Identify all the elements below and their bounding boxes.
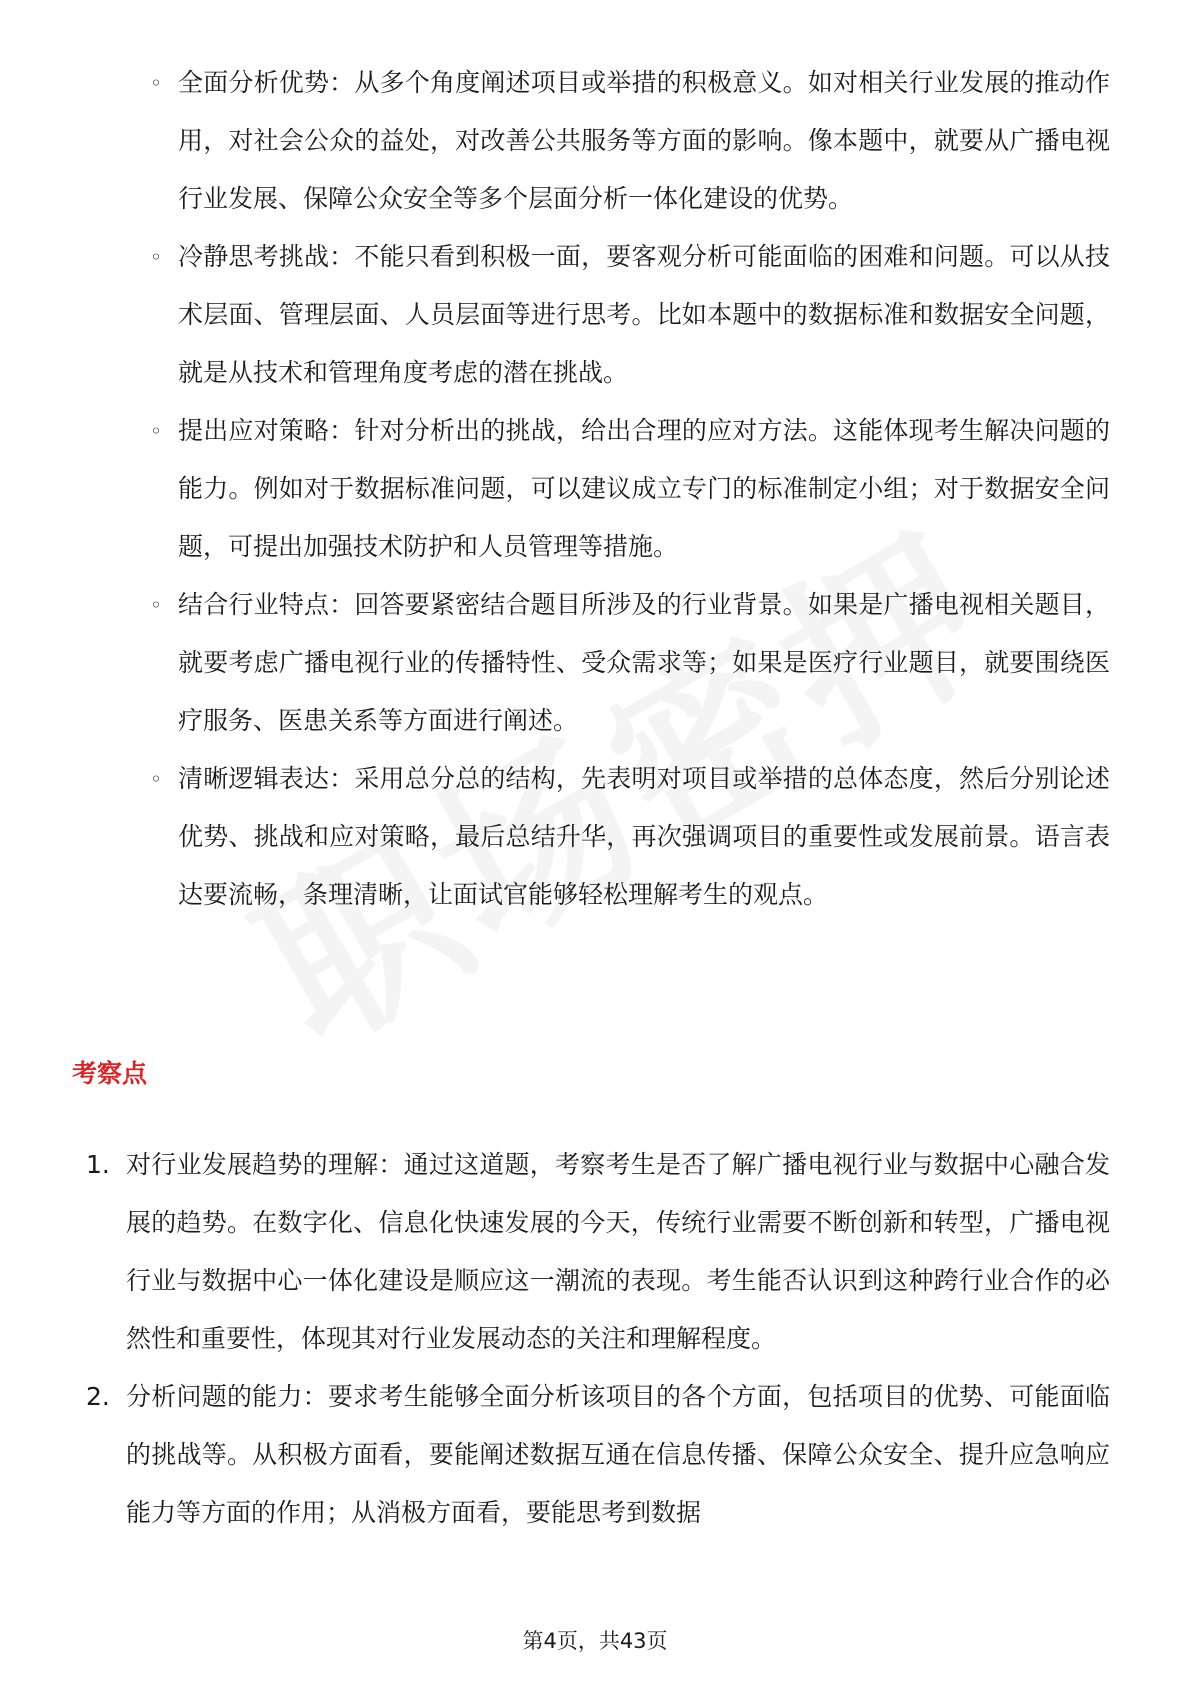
numbered-item-text: 对行业发展趋势的理解：通过这道题，考察考生是否了解广播电视行业与数据中心融合发展的趋势。在数字化、信息化快速发展的今天，传统行业需要不断创新和转型，广播电视行业与数据中心一体化建设是顺应这一潮流的表现。考生能否认识到这种跨行业合作的必然性和重要性，体现其对行业发展动态的关注和理解程度。 <box>126 1150 1110 1353</box>
bullet-text: 结合行业特点：回答要紧密结合题目所涉及的行业背景。如果是广播电视相关题目，就要考虑广播电视行业的传播特性、受众需求等；如果是医疗行业题目，就要围绕医疗服务、医患关系等方面进行阐述。 <box>178 590 1110 735</box>
bullet-item <box>150 576 1110 750</box>
bullet-item <box>150 228 1110 402</box>
item-number: 2. <box>86 1382 110 1411</box>
bullet-item <box>150 54 1110 228</box>
hollow-bullet-icon: ◦ <box>150 245 162 269</box>
bullet-item <box>150 402 1110 576</box>
strategy-bullet-list <box>150 54 1110 924</box>
numbered-item <box>86 1136 1110 1368</box>
numbered-item-text: 分析问题的能力：要求考生能够全面分析该项目的各个方面，包括项目的优势、可能面临的挑战等。从积极方面看，要能阐述数据互通在信息传播、保障公众安全、提升应急响应能力等方面的作用；从消极方面看，要能思考到数据 <box>126 1382 1110 1527</box>
hollow-bullet-icon: ◦ <box>150 767 162 791</box>
assessment-numbered-list <box>86 1136 1110 1542</box>
hollow-bullet-icon: ◦ <box>150 419 162 443</box>
section-heading-assessment-points: 考察点 <box>72 1059 148 1088</box>
page-number-footer: 第4页，共43页 <box>522 1629 668 1653</box>
numbered-item <box>86 1368 1110 1542</box>
bullet-text: 提出应对策略：针对分析出的挑战，给出合理的应对方法。这能体现考生解决问题的能力。例如对于数据标准问题，可以建议成立专门的标准制定小组；对于数据安全问题，可提出加强技术防护和人员管理等措施。 <box>178 416 1110 561</box>
hollow-bullet-icon: ◦ <box>150 593 162 617</box>
item-number: 1. <box>86 1150 110 1179</box>
bullet-text: 全面分析优势：从多个角度阐述项目或举措的积极意义。如对相关行业发展的推动作用，对社会公众的益处，对改善公共服务等方面的影响。像本题中，就要从广播电视行业发展、保障公众安全等多个层面分析一体化建设的优势。 <box>178 68 1110 213</box>
hollow-bullet-icon: ◦ <box>150 71 162 95</box>
bullet-text: 清晰逻辑表达：采用总分总的结构，先表明对项目或举措的总体态度，然后分别论述优势、挑战和应对策略，最后总结升华，再次强调项目的重要性或发展前景。语言表达要流畅，条理清晰，让面试官能够轻松理解考生的观点。 <box>178 764 1110 909</box>
bullet-item <box>150 750 1110 924</box>
bullet-text: 冷静思考挑战：不能只看到积极一面，要客观分析可能面临的困难和问题。可以从技术层面、管理层面、人员层面等进行思考。比如本题中的数据标准和数据安全问题，就是从技术和管理角度考虑的潜在挑战。 <box>178 242 1110 387</box>
